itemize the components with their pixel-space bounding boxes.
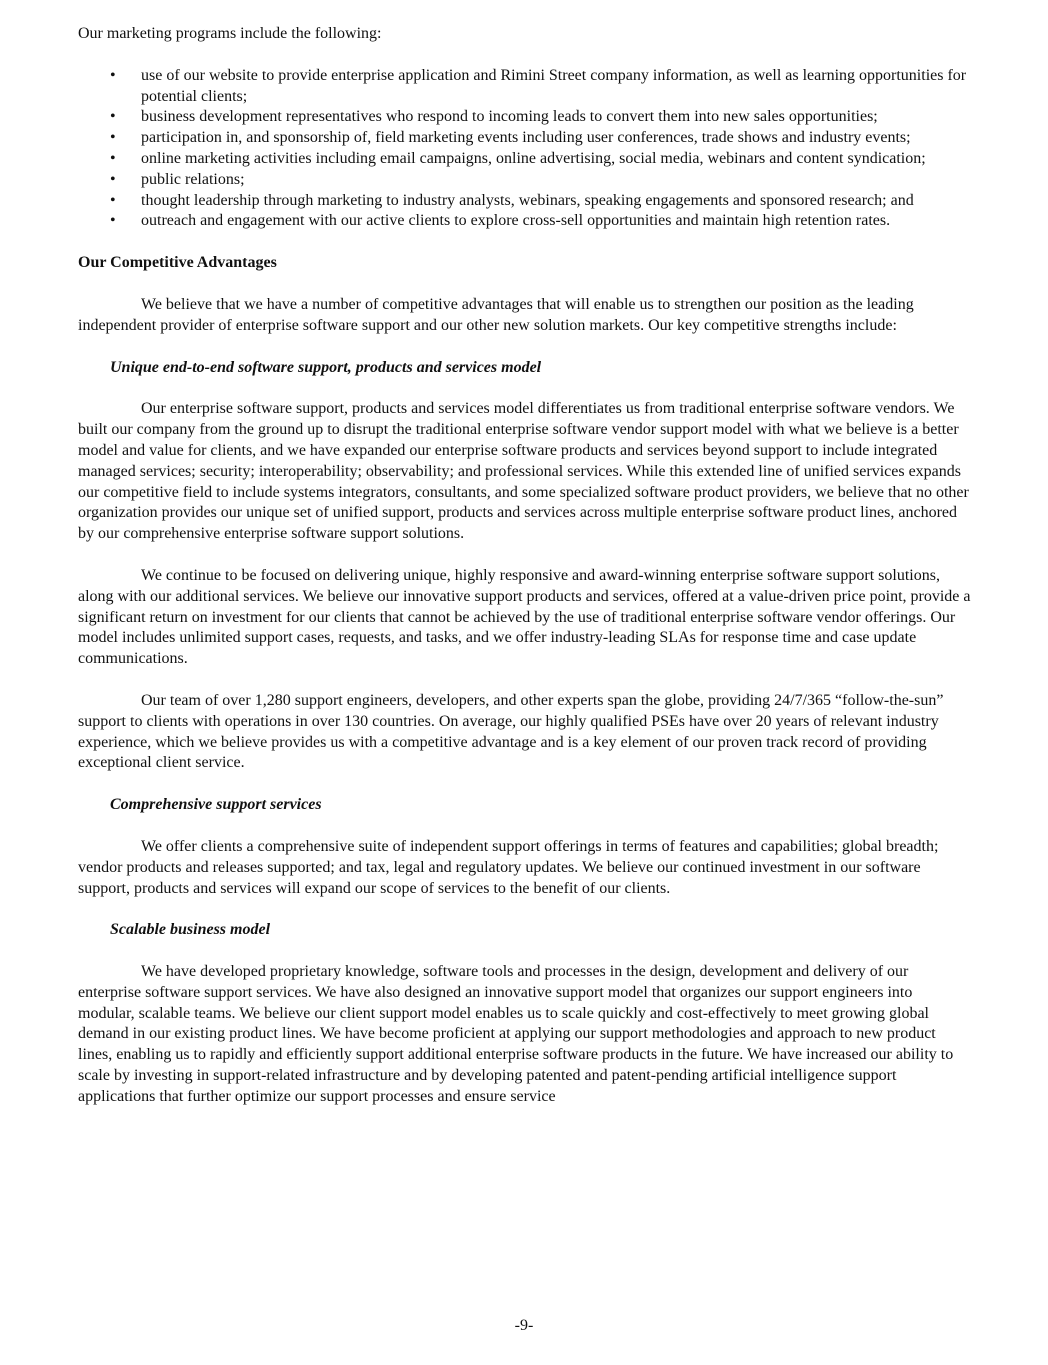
paragraph-team: Our team of over 1,280 support engineers, developers, and other experts span the globe, providing 24/7/365 “follow-the-sun” support to clients with operations in over 130 countries. On average, our highly qualified PSEs have over 20 years of relevant industry experience, which we believe provides us with a competitive advantage and is a key element of our proven track record of providing exceptional client service. (78, 691, 944, 772)
list-item (78, 211, 971, 232)
bullet-icon: • (110, 212, 116, 230)
list-item (78, 170, 971, 191)
bullet-icon: • (110, 108, 116, 126)
paragraph-focus: We continue to be focused on delivering unique, highly responsive and award-winning enterprise software support solutions, along with our additional services. We believe our innovative support products and services, offered at a value-driven price point, provide a significant return on investment for our clients that cannot be achieved by the use of traditional enterprise software vendor offerings. Our model includes unlimited support cases, requests, and tasks, and we offer industry-leading SLAs for response time and case update communications. (78, 566, 971, 668)
list-item-text: business development representatives who respond to incoming leads to convert them into new sales opportunities; (141, 108, 878, 126)
list-item-text: thought leadership through marketing to industry analysts, webinars, speaking engagements and sponsored research; and (141, 191, 914, 209)
list-item (78, 66, 971, 108)
bullet-icon: • (110, 170, 116, 188)
list-item (78, 149, 971, 170)
competitive-advantages-intro: We believe that we have a number of competitive advantages that will enable us to strengthen our position as the leading independent provider of enterprise software support and our other new solution markets. Our key competitive strengths include: (78, 295, 914, 334)
bullet-icon: • (110, 129, 116, 147)
bullet-icon: • (110, 149, 116, 167)
subheading-comprehensive-support: Comprehensive support services (110, 796, 322, 814)
paragraph-model: Our enterprise software support, products and services model differentiates us from traditional enterprise software vendors. We built our company from the ground up to disrupt the traditional enterprise software vendor support model with what we believe is a better model and value for clients, and we have expanded our enterprise software products and services beyond support to include integrated managed services; security; interoperability; observability; and professional services. While this extended line of unified services expands our competitive field to include systems integrators, consultants, and some specialized software product providers, we believe that no other organization provides our unique set of unified support, products and services across multiple enterprise software product lines, anchored by our comprehensive enterprise software support solutions. (78, 400, 969, 543)
paragraph-comprehensive-support: We offer clients a comprehensive suite of independent support offerings in terms of features and capabilities; global breadth; vendor products and releases supported; and tax, legal and regulatory updates. We believe our continued investment in our software support, products and services will expand our scope of services to the benefit of our clients. (78, 837, 939, 897)
paragraph-scalable-model: We have developed proprietary knowledge, software tools and processes in the design, development and delivery of our enterprise software support services. We have also designed an innovative support model that organizes our support engineers into modular, scalable teams. We believe our client support model enables us to scale quickly and cost-effectively to meet growing global demand in our existing product lines. We have become proficient at applying our support methodologies and approach to new product lines, enabling us to rapidly and efficiently support additional enterprise software products in the future. We have increased our ability to scale by investing in support-related infrastructure and by developing patented and patent-pending artificial intelligence support applications that further optimize our support processes and ensure service (78, 963, 954, 1105)
marketing-programs-list (78, 66, 971, 232)
list-item-text: outreach and engagement with our active clients to explore cross-sell opportunities and maintain high retention rates. (141, 212, 891, 230)
subheading-scalable-model: Scalable business model (110, 921, 271, 939)
section-heading-competitive-advantages: Our Competitive Advantages (78, 254, 277, 272)
list-item (78, 128, 971, 149)
list-item-text: online marketing activities including email campaigns, online advertising, social media, webinars and content syndication; (141, 149, 926, 167)
subheading-end-to-end-model: Unique end-to-end software support, products and services model (110, 358, 542, 376)
list-item-text: use of our website to provide enterprise application and Rimini Street company information, as well as learning opportunities for potential clients; (141, 66, 967, 105)
bullet-icon: • (110, 191, 116, 209)
list-item-text: participation in, and sponsorship of, field marketing events including user conferences, trade shows and industry events; (141, 129, 911, 147)
marketing-intro: Our marketing programs include the following: (78, 25, 382, 42)
list-item (78, 107, 971, 128)
bullet-icon: • (110, 66, 116, 84)
list-item (78, 191, 971, 212)
page-number: -9- (514, 1317, 534, 1334)
list-item-text: public relations; (141, 170, 245, 188)
document-page (78, 24, 971, 1129)
